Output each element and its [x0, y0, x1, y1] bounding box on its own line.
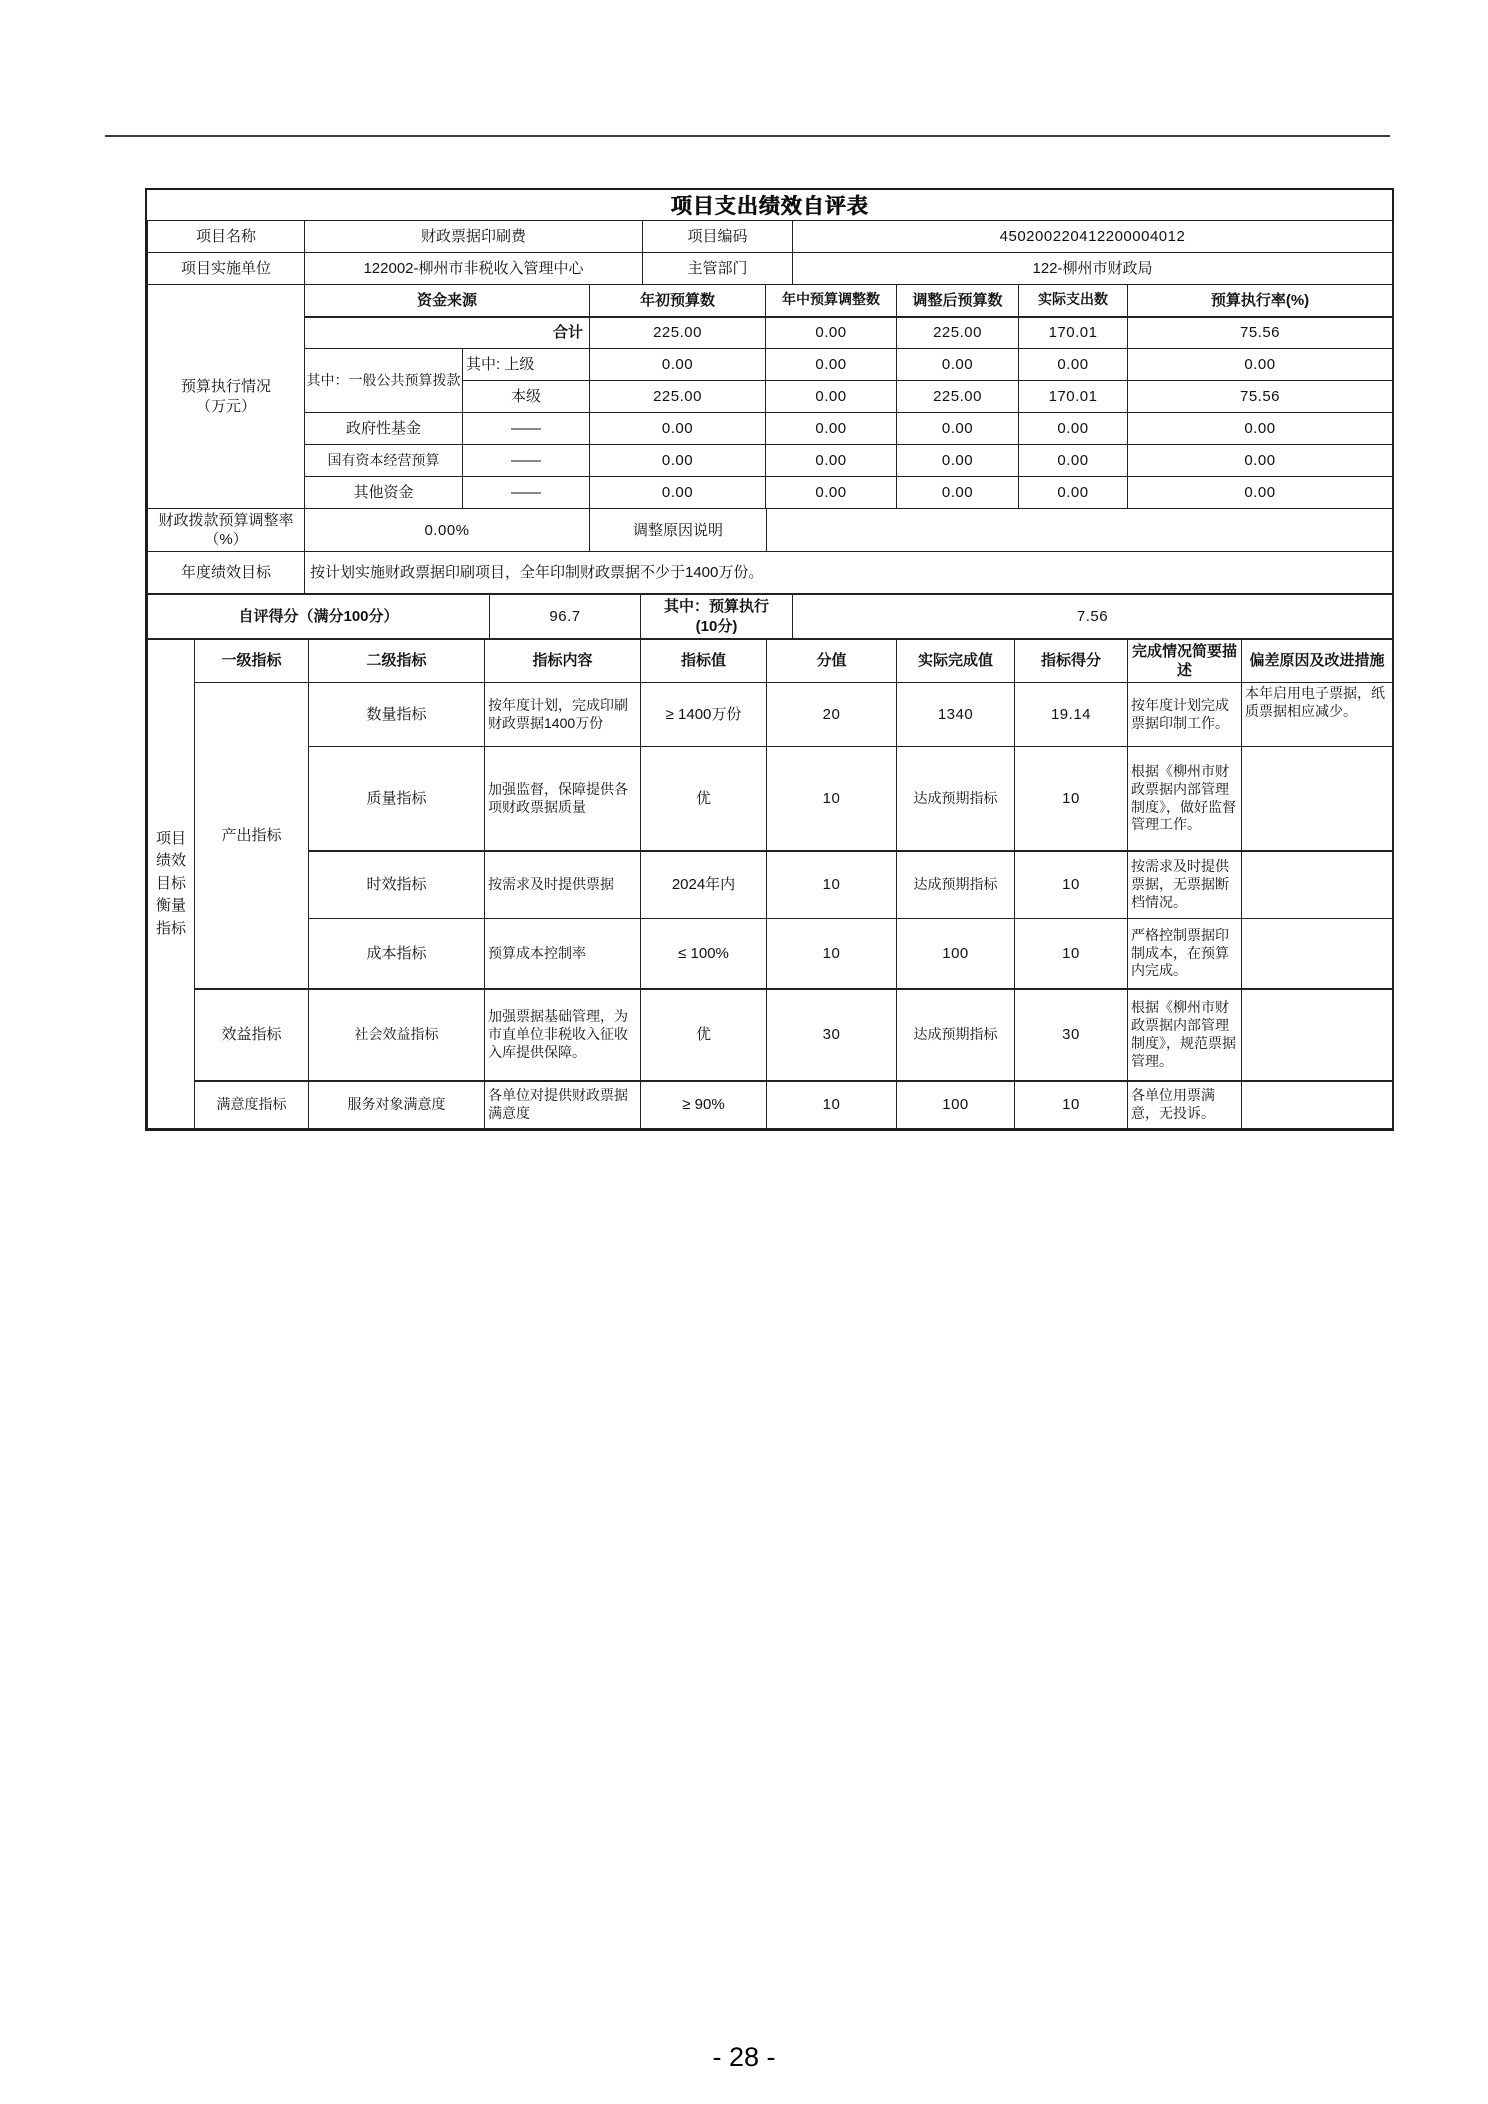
project-name-value: 财政票据印刷费	[305, 221, 643, 253]
implementing-unit-label: 项目实施单位	[148, 253, 305, 285]
header-points: 分值	[767, 639, 897, 683]
indicator-row-satisfaction	[148, 1081, 1393, 1129]
budget-execution-table	[147, 284, 1393, 509]
cost-points: 10	[767, 919, 897, 989]
timeliness-actual: 达成预期指标	[897, 851, 1015, 919]
header-actual-expense: 实际支出数	[1019, 285, 1128, 317]
quality-target: 优	[641, 747, 767, 851]
total-exec-rate: 75.56	[1128, 317, 1393, 349]
indicator-row-timeliness	[148, 851, 1393, 919]
project-code-value: 450200220412200004012	[793, 221, 1393, 253]
other-funds-row	[148, 477, 1393, 509]
gov-fund-row	[148, 413, 1393, 445]
implementing-unit-row	[148, 253, 1393, 285]
annual-goal-table	[147, 551, 1393, 594]
adjustment-rate-label: 财政拨款预算调整率（%）	[148, 509, 305, 552]
satisfaction-summary: 各单位用票满意，无投诉。	[1128, 1081, 1242, 1129]
gpb-upper-adjusted: 0.00	[897, 349, 1019, 381]
quantity-target: ≥ 1400万份	[641, 683, 767, 747]
page-number: - 28 -	[712, 2042, 776, 2072]
budget-header-row	[148, 285, 1393, 317]
quantity-deviation: 本年启用电子票据，纸质票据相应减少。	[1242, 683, 1393, 747]
timeliness-score: 10	[1015, 851, 1128, 919]
quantity-l2: 数量指标	[309, 683, 485, 747]
budget-section-label-line1: 预算执行情况	[180, 378, 271, 396]
satisfaction-deviation	[1242, 1081, 1393, 1129]
state-capital-dash: ——	[463, 445, 590, 477]
indicator-row-cost	[148, 919, 1393, 989]
project-code-label: 项目编码	[643, 221, 793, 253]
satisfaction-points: 10	[767, 1081, 897, 1129]
header-fund-source: 资金来源	[305, 285, 590, 317]
supervisor-dept-value: 122-柳州市财政局	[793, 253, 1393, 285]
quality-actual: 达成预期指标	[897, 747, 1015, 851]
total-initial: 225.00	[590, 317, 766, 349]
gov-fund-midyear: 0.00	[766, 413, 897, 445]
table-title: 项目支出绩效自评表	[670, 195, 869, 218]
gov-fund-actual: 0.00	[1019, 413, 1128, 445]
quantity-summary: 按年度计划完成票据印制工作。	[1128, 683, 1242, 747]
gov-fund-initial: 0.00	[590, 413, 766, 445]
budget-total-label: 合计	[305, 317, 590, 349]
cost-summary: 严格控制票据印制成本，在预算内完成。	[1128, 919, 1242, 989]
satisfaction-actual: 100	[897, 1081, 1015, 1129]
header-indicator-content: 指标内容	[485, 639, 641, 683]
cost-l2: 成本指标	[309, 919, 485, 989]
satisfaction-content: 各单位对提供财政票据满意度	[485, 1081, 641, 1129]
level1-output: 产出指标	[195, 683, 309, 989]
gpb-upper-row	[148, 349, 1393, 381]
gov-fund-exec-rate: 0.00	[1128, 413, 1393, 445]
benefit-l2: 社会效益指标	[309, 989, 485, 1081]
cost-actual: 100	[897, 919, 1015, 989]
level1-benefit: 效益指标	[195, 989, 309, 1081]
satisfaction-l2: 服务对象满意度	[309, 1081, 485, 1129]
quality-summary: 根据《柳州市财政票据内部管理制度》，做好监督管理工作。	[1128, 747, 1242, 851]
quantity-content: 按年度计划，完成印刷财政票据1400万份	[485, 683, 641, 747]
timeliness-summary: 按需求及时提供票据，无票据断档情况。	[1128, 851, 1242, 919]
adjustment-rate-row	[148, 509, 1393, 552]
indicators-header-row	[148, 639, 1393, 683]
benefit-target: 优	[641, 989, 767, 1081]
budget-exec-subscore-label-line1: 其中：预算执行	[663, 598, 769, 616]
indicators-table	[147, 638, 1393, 1130]
gpb-upper-initial: 0.00	[590, 349, 766, 381]
benefit-points: 30	[767, 989, 897, 1081]
gpb-upper-exec-rate: 0.00	[1128, 349, 1393, 381]
header-adjusted-budget: 调整后预算数	[897, 285, 1019, 317]
budget-exec-subscore-value: 7.56	[793, 594, 1393, 638]
benefit-actual: 达成预期指标	[897, 989, 1015, 1081]
header-initial-budget: 年初预算数	[590, 285, 766, 317]
cost-target: ≤ 100%	[641, 919, 767, 989]
gpb-local-initial: 225.00	[590, 381, 766, 413]
quality-deviation	[1242, 747, 1393, 851]
annual-goal-label: 年度绩效目标	[148, 552, 305, 594]
other-funds-exec-rate: 0.00	[1128, 477, 1393, 509]
gpb-upper-midyear: 0.00	[766, 349, 897, 381]
adjustment-reason-label: 调整原因说明	[590, 509, 767, 552]
page-top-rule	[105, 135, 1390, 137]
gov-fund-dash: ——	[463, 413, 590, 445]
annual-goal-value: 按计划实施财政票据印刷项目，全年印制财政票据不少于1400万份。	[305, 552, 1393, 594]
header-exec-rate: 预算执行率(%)	[1128, 285, 1393, 317]
benefit-summary: 根据《柳州市财政票据内部管理制度》，规范票据管理。	[1128, 989, 1242, 1081]
state-capital-midyear: 0.00	[766, 445, 897, 477]
timeliness-points: 10	[767, 851, 897, 919]
timeliness-content: 按需求及时提供票据	[485, 851, 641, 919]
adjustment-reason-value	[767, 509, 1393, 552]
quantity-score: 19.14	[1015, 683, 1128, 747]
other-funds-adjusted: 0.00	[897, 477, 1019, 509]
project-name-row	[148, 221, 1393, 253]
adjustment-rate-value: 0.00%	[305, 509, 590, 552]
project-name-label: 项目名称	[148, 221, 305, 253]
gov-fund-label: 政府性基金	[305, 413, 463, 445]
quantity-points: 20	[767, 683, 897, 747]
satisfaction-target: ≥ 90%	[641, 1081, 767, 1129]
benefit-score: 30	[1015, 989, 1128, 1081]
quality-points: 10	[767, 747, 897, 851]
budget-exec-subscore-label-line2: (10分)	[695, 617, 738, 635]
performance-self-evaluation-table	[145, 188, 1394, 1131]
level1-satisfaction: 满意度指标	[195, 1081, 309, 1129]
gpb-local-actual: 170.01	[1019, 381, 1128, 413]
other-funds-label: 其他资金	[305, 477, 463, 509]
quality-score: 10	[1015, 747, 1128, 851]
gpb-local-adjusted: 225.00	[897, 381, 1019, 413]
header-completion-summary: 完成情况简要描述	[1128, 639, 1242, 683]
other-funds-midyear: 0.00	[766, 477, 897, 509]
cost-score: 10	[1015, 919, 1128, 989]
supervisor-dept-label: 主管部门	[643, 253, 793, 285]
self-score-table	[147, 593, 1393, 638]
benefit-deviation	[1242, 989, 1393, 1081]
state-capital-row	[148, 445, 1393, 477]
gpb-upper-label: 其中: 上级	[463, 349, 590, 381]
self-score-value: 96.7	[490, 594, 641, 638]
self-score-row	[148, 594, 1393, 638]
total-actual: 170.01	[1019, 317, 1128, 349]
quality-content: 加强监督，保障提供各项财政票据质量	[485, 747, 641, 851]
gpb-local-label: 本级	[463, 381, 590, 413]
header-level2: 二级指标	[309, 639, 485, 683]
header-level1: 一级指标	[195, 639, 309, 683]
quality-l2: 质量指标	[309, 747, 485, 851]
self-score-label: 自评得分（满分100分）	[148, 594, 490, 638]
timeliness-l2: 时效指标	[309, 851, 485, 919]
indicators-side-label: 项目绩效目标衡量指标	[148, 639, 195, 1129]
header-deviation: 偏差原因及改进措施	[1242, 639, 1393, 683]
benefit-content: 加强票据基础管理，为市直单位非税收入征收入库提供保障。	[485, 989, 641, 1081]
budget-section-label-line2: （万元）	[195, 397, 256, 415]
budget-section-label	[148, 285, 305, 509]
total-midyear: 0.00	[766, 317, 897, 349]
project-info-table	[147, 220, 1393, 285]
implementing-unit-value: 122002-柳州市非税收入管理中心	[305, 253, 643, 285]
indicator-row-quantity	[148, 683, 1393, 747]
gov-fund-adjusted: 0.00	[897, 413, 1019, 445]
timeliness-deviation	[1242, 851, 1393, 919]
other-funds-actual: 0.00	[1019, 477, 1128, 509]
budget-total-row	[148, 317, 1393, 349]
header-midyear-adjust: 年中预算调整数	[766, 285, 897, 317]
header-actual-value: 实际完成值	[897, 639, 1015, 683]
state-capital-actual: 0.00	[1019, 445, 1128, 477]
annual-goal-row	[148, 552, 1393, 594]
gpb-local-exec-rate: 75.56	[1128, 381, 1393, 413]
satisfaction-score: 10	[1015, 1081, 1128, 1129]
state-capital-initial: 0.00	[590, 445, 766, 477]
cost-deviation	[1242, 919, 1393, 989]
state-capital-label: 国有资本经营预算	[305, 445, 463, 477]
indicator-row-quality	[148, 747, 1393, 851]
timeliness-target: 2024年内	[641, 851, 767, 919]
cost-content: 预算成本控制率	[485, 919, 641, 989]
adjustment-rate-table	[147, 508, 1393, 552]
other-funds-initial: 0.00	[590, 477, 766, 509]
total-adjusted: 225.00	[897, 317, 1019, 349]
state-capital-adjusted: 0.00	[897, 445, 1019, 477]
gpb-local-midyear: 0.00	[766, 381, 897, 413]
header-indicator-target: 指标值	[641, 639, 767, 683]
gpb-label: 其中：一般公共预算拨款	[305, 349, 463, 413]
quantity-actual: 1340	[897, 683, 1015, 747]
header-score: 指标得分	[1015, 639, 1128, 683]
gpb-upper-actual: 0.00	[1019, 349, 1128, 381]
budget-exec-subscore-label	[641, 594, 793, 638]
other-funds-dash: ——	[463, 477, 590, 509]
state-capital-exec-rate: 0.00	[1128, 445, 1393, 477]
indicator-row-benefit	[148, 989, 1393, 1081]
